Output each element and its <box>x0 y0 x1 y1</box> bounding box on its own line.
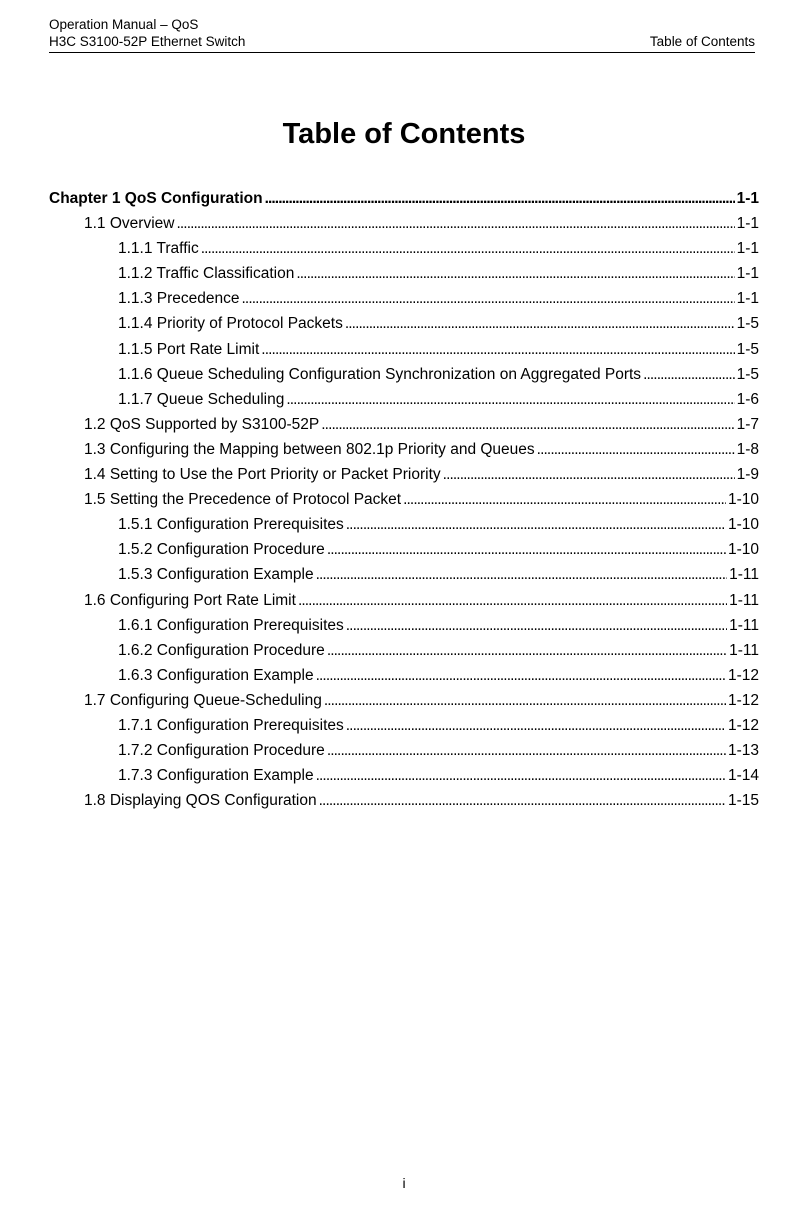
dot-leader <box>346 512 726 537</box>
toc-entry[interactable] <box>49 337 759 362</box>
dot-leader <box>345 311 735 336</box>
toc-entry[interactable] <box>49 713 759 738</box>
dot-leader <box>327 738 726 763</box>
dot-leader <box>296 261 734 286</box>
toc-entry[interactable] <box>49 387 759 412</box>
toc-entry-page: 1-8 <box>736 440 759 458</box>
dot-leader <box>265 186 735 211</box>
toc-entry-title: 1.1.5 Port Rate Limit <box>118 340 260 358</box>
toc-entry-title: 1.2 QoS Supported by S3100-52P <box>84 415 320 433</box>
toc-entry-page: 1-10 <box>727 541 759 559</box>
dot-leader <box>346 713 726 738</box>
toc-entry[interactable] <box>49 236 759 261</box>
toc-entry-page: 1-15 <box>727 792 759 810</box>
toc-entry[interactable] <box>49 362 759 387</box>
toc-entry-page: 1-12 <box>727 691 759 709</box>
toc-entry-page: 1-5 <box>736 365 759 383</box>
dot-leader <box>403 487 726 512</box>
dot-leader <box>316 562 728 587</box>
toc-entry-page: 1-11 <box>729 616 759 634</box>
toc-entry[interactable] <box>49 763 759 788</box>
dot-leader <box>298 588 727 613</box>
dot-leader <box>643 362 735 387</box>
dot-leader <box>537 437 735 462</box>
toc-entry-page: 1-10 <box>727 516 759 534</box>
dot-leader <box>201 236 735 261</box>
toc-entry-title: 1.1.4 Priority of Protocol Packets <box>118 315 343 333</box>
toc-entry-page: 1-1 <box>736 290 759 308</box>
dot-leader <box>346 613 727 638</box>
toc-entry[interactable] <box>49 738 759 763</box>
dot-leader <box>443 462 735 487</box>
toc-entry-title: 1.3 Configuring the Mapping between 802.1p Priority and Queues <box>84 440 535 458</box>
toc-entry-page: 1-7 <box>736 415 759 433</box>
toc-entry-title: 1.1.2 Traffic Classification <box>118 265 295 283</box>
toc-entry-title: 1.1.3 Precedence <box>118 290 240 308</box>
toc-entry-title: 1.7.1 Configuration Prerequisites <box>118 716 344 734</box>
toc-entry[interactable] <box>49 537 759 562</box>
dot-leader <box>319 788 726 813</box>
toc-entry-title: 1.6.1 Configuration Prerequisites <box>118 616 344 634</box>
toc-entry-title: 1.4 Setting to Use the Port Priority or Packet Priority <box>84 466 441 484</box>
toc-entry-page: 1-12 <box>727 666 759 684</box>
toc-entry-page: 1-1 <box>736 215 759 233</box>
toc-entry-page: 1-1 <box>736 240 759 258</box>
dot-leader <box>327 537 726 562</box>
header-manual-title: Operation Manual – QoS <box>49 17 199 32</box>
toc-entry-title: 1.5 Setting the Precedence of Protocol Packet <box>84 491 402 509</box>
toc-entry-title: 1.7.3 Configuration Example <box>118 767 314 785</box>
toc-entry[interactable] <box>49 562 759 587</box>
dot-leader <box>316 663 726 688</box>
header-left <box>49 16 245 50</box>
toc-entry-title: 1.1.7 Queue Scheduling <box>118 390 285 408</box>
dot-leader <box>286 387 734 412</box>
toc-entry-page: 1-10 <box>727 491 759 509</box>
toc-entry-title: 1.6.3 Configuration Example <box>118 666 314 684</box>
toc-entry-page: 1-9 <box>736 466 759 484</box>
toc-entry-page: 1-11 <box>729 641 759 659</box>
toc-entry-page: 1-11 <box>729 591 759 609</box>
dot-leader <box>321 412 734 437</box>
toc-entry-page: 1-12 <box>727 716 759 734</box>
toc-entry-title: 1.7.2 Configuration Procedure <box>118 742 325 760</box>
header-section-name: Table of Contents <box>649 34 755 49</box>
toc-entry[interactable] <box>49 311 759 336</box>
toc-entry-title: 1.6 Configuring Port Rate Limit <box>84 591 296 609</box>
toc-entry-title: 1.7 Configuring Queue-Scheduling <box>84 691 322 709</box>
toc-entry-page: 1-1 <box>736 265 759 283</box>
toc-entry-page: 1-5 <box>736 340 759 358</box>
dot-leader <box>176 211 734 236</box>
dot-leader <box>324 688 726 713</box>
toc-entry-title: 1.1 Overview <box>84 215 175 233</box>
toc-entry-page: 1-6 <box>736 390 759 408</box>
page-title: Table of Contents <box>282 118 526 150</box>
toc-entry[interactable] <box>49 186 759 211</box>
toc-entry-page: 1-1 <box>736 190 759 207</box>
toc-entry-title: 1.8 Displaying QOS Configuration <box>84 792 317 810</box>
dot-leader <box>316 763 726 788</box>
toc-entry[interactable] <box>49 512 759 537</box>
toc-entry[interactable] <box>49 638 759 663</box>
toc-entry-page: 1-11 <box>729 566 759 584</box>
toc-entry-title: 1.5.1 Configuration Prerequisites <box>118 516 344 534</box>
dot-leader <box>327 638 727 663</box>
table-of-contents <box>49 186 759 813</box>
toc-entry[interactable] <box>49 211 759 236</box>
header-product-name: H3C S3100-52P Ethernet Switch <box>49 34 246 49</box>
toc-entry[interactable] <box>49 613 759 638</box>
toc-entry[interactable] <box>49 462 759 487</box>
toc-entry-title: 1.1.1 Traffic <box>118 240 199 258</box>
page-number: i <box>402 1175 406 1191</box>
toc-entry[interactable] <box>49 663 759 688</box>
toc-entry-title: 1.6.2 Configuration Procedure <box>118 641 325 659</box>
toc-entry-page: 1-14 <box>727 767 759 785</box>
toc-entry[interactable] <box>49 437 759 462</box>
toc-entry[interactable] <box>49 412 759 437</box>
toc-entry-title: Chapter 1 QoS Configuration <box>49 190 263 207</box>
dot-leader <box>261 337 734 362</box>
page-header <box>49 14 755 53</box>
toc-entry[interactable] <box>49 588 759 613</box>
toc-entry-title: 1.1.6 Queue Scheduling Configuration Synchronization on Aggregated Ports <box>118 365 642 383</box>
toc-entry[interactable] <box>49 688 759 713</box>
toc-entry[interactable] <box>49 487 759 512</box>
toc-entry-page: 1-13 <box>727 742 759 760</box>
toc-entry-page: 1-5 <box>736 315 759 333</box>
toc-entry-title: 1.5.3 Configuration Example <box>118 566 314 584</box>
toc-entry-title: 1.5.2 Configuration Procedure <box>118 541 325 559</box>
toc-entry[interactable] <box>49 286 759 311</box>
toc-entry[interactable] <box>49 788 759 813</box>
toc-entry[interactable] <box>49 261 759 286</box>
dot-leader <box>242 286 735 311</box>
